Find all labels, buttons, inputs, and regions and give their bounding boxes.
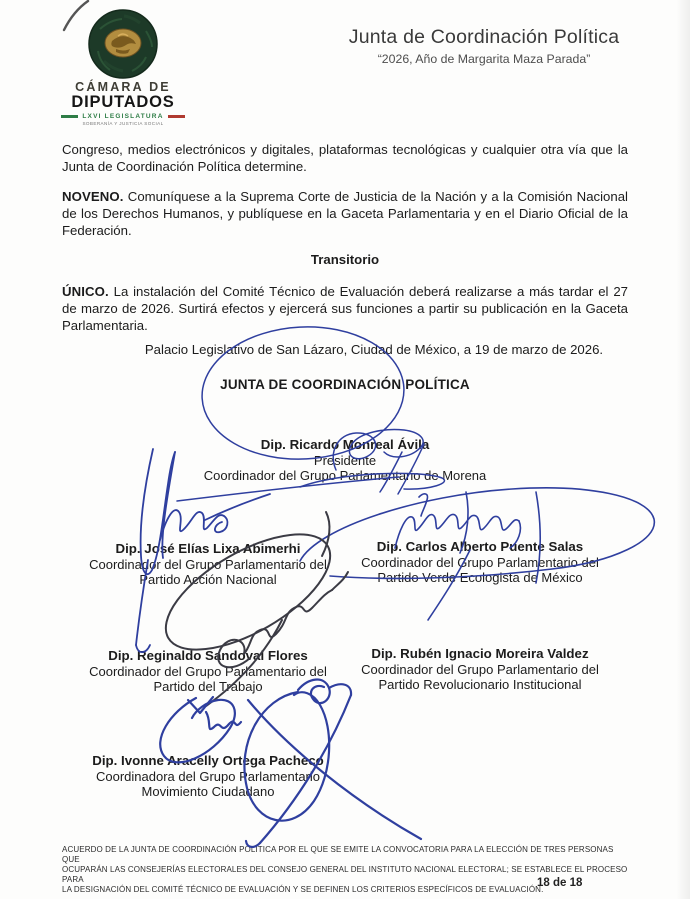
logo-text-camara-de: CÁMARA DE [75,80,171,94]
footer-line: OCUPARÁN LAS CONSEJERÍAS ELECTORALES DEL CONSEJO GENERAL DEL INSTITUTO NACIONAL ELECTORAL; SE ESTABLECE EL PROCESO PARA [62,865,628,884]
dateline: Palacio Legislativo de San Lázaro, Ciudad de México, a 19 de marzo de 2026. [144,342,604,357]
unico-text: La instalación del Comité Técnico de Evaluación deberá realizarse a más tardar el 27 de marzo de 2026. Surtirá efectos y ejercerá sus funciones a partir su publicación en la Gaceta Parlamentaria. [62,284,628,333]
signatory-name: Dip. Reginaldo Sandoval Flores [108,648,308,663]
signatory-group: Partido Acción Nacional [139,572,277,587]
camara-diputados-logo [48,2,198,126]
chamber-emblem-icon [88,9,158,79]
logo-text-diputados: DIPUTADOS [71,93,175,111]
signatory-role: Presidente [313,452,377,468]
logo-motto-text: SOBERANÍA Y JUSTICIA SOCIAL [82,121,164,126]
page-number: 18 de 18 [537,877,583,889]
paragraph-noveno [62,188,628,239]
signatory-ortega [30,753,386,800]
signatory-name: Dip. Carlos Alberto Puente Salas [376,539,584,554]
signatory-name: Dip. Ricardo Monreal Ávila [260,437,430,452]
signatory-puente [330,539,630,586]
signatory-group: Partido Revolucionario Institucional [378,677,582,692]
paragraph-unico [62,283,628,334]
logo-legislature-line [48,113,198,120]
signatory-monreal [62,437,628,484]
signatory-role: Coordinador del Grupo Parlamentario del [361,661,599,677]
document-header [338,26,630,66]
signatories-heading: JUNTA DE COORDINACIÓN POLÍTICA [220,377,470,392]
signatory-name: Dip. José Elías Lixa Abimerhi [115,541,301,556]
scan-edge-shading [676,0,690,899]
noveno-label: NOVENO. [62,189,124,204]
signatory-name: Dip. Rubén Ignacio Moreira Valdez [371,646,589,661]
transitorio-heading: Transitorio [310,252,380,267]
signatory-group: Coordinador del Grupo Parlamentario de Morena [203,468,487,483]
signatory-role: Coordinadora del Grupo Parlamentario [95,768,320,784]
signatory-role: Coordinador del Grupo Parlamentario del [361,554,599,570]
paragraph-intro: Congreso, medios electrónicos y digitales, plataformas tecnológicas y cualquier otra vía que la Junta de Coordinación Política determine. [62,142,628,174]
signatory-moreira [330,646,630,693]
signatory-group: Movimiento Ciudadano [141,784,275,799]
document-title: Junta de Coordinación Política [348,26,620,48]
red-dash-icon [168,115,185,118]
footer-line: ACUERDO DE LA JUNTA DE COORDINACIÓN POLÍTICA POR EL QUE SE EMITE LA CONVOCATORIA PARA LA ELECCIÓN DE TRES PERSONAS QUE [62,845,614,864]
noveno-text: Comuníquese a la Suprema Corte de Justicia de la Nación y a la Comisión Nacional de los Derechos Humanos, y publíquese en la Gaceta Parlamentaria y en el Diario Oficial de la Federación. [62,189,628,238]
signatory-group: Partido del Trabajo [153,679,263,694]
document-year-legend: “2026, Año de Margarita Maza Parada” [377,52,591,66]
unico-label: ÚNICO. [62,284,109,299]
green-dash-icon [61,115,78,118]
signatory-group: Partido Verde Ecologista de México [377,570,583,585]
signatory-role: Coordinador del Grupo Parlamentario del [89,663,327,679]
signatory-role: Coordinador del Grupo Parlamentario del [89,556,327,572]
signatory-name: Dip. Ivonne Aracelly Ortega Pacheco [92,753,324,768]
logo-legislature-text: LXVI LEGISLATURA [82,113,164,120]
footer-line: LA DESIGNACIÓN DEL COMITÉ TÉCNICO DE EVALUACIÓN Y SE DEFINEN LOS CRITERIOS ESPECÍFICOS DE EVALUACIÓN. [62,885,544,894]
